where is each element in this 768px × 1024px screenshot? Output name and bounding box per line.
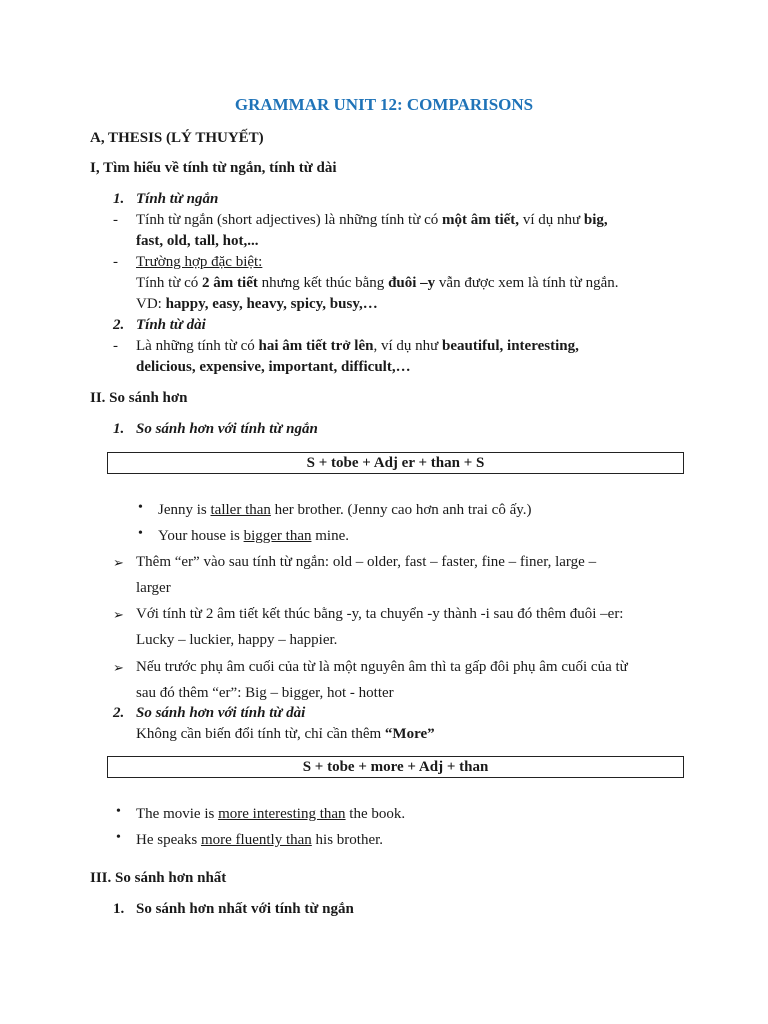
section-i-heading: I, Tìm hiểu về tính từ ngắn, tính từ dài bbox=[90, 160, 337, 176]
text: Jenny is bbox=[158, 502, 211, 518]
text: Là những tính từ có bbox=[136, 338, 259, 354]
item-1-number: 1. bbox=[113, 191, 125, 207]
underlined-text: bigger than bbox=[243, 528, 312, 544]
page-title: GRAMMAR UNIT 12: COMPARISONS bbox=[234, 95, 534, 114]
item-1-label: Tính từ ngắn bbox=[136, 191, 219, 207]
dash-marker: - bbox=[113, 212, 118, 228]
comp-2-label: So sánh hơn với tính từ dài bbox=[136, 705, 306, 721]
arrow-bullet-icon: ➢ bbox=[113, 660, 124, 675]
dash-marker: - bbox=[113, 338, 118, 354]
special-case-text bbox=[136, 273, 619, 294]
formula-box-short: S + tobe + Adj er + than + S bbox=[107, 452, 684, 474]
short-adj-examples: fast, old, tall, hot,... bbox=[136, 233, 259, 249]
bold-text: đuôi –y bbox=[388, 275, 436, 291]
underlined-text: more interesting than bbox=[218, 806, 346, 822]
bullet-marker: • bbox=[138, 526, 143, 541]
example-jenny bbox=[158, 500, 532, 521]
item-2-number: 2. bbox=[113, 317, 125, 333]
dash-marker: - bbox=[113, 254, 118, 270]
rule-2-line-1: Với tính từ 2 âm tiết kết thúc bằng -y, ta chuyển -y thành -i sau đó thêm đuôi –er: bbox=[136, 606, 624, 622]
text: The movie is bbox=[136, 806, 219, 822]
section-ii-heading: II. So sánh hơn bbox=[90, 390, 188, 406]
comp-2-number: 2. bbox=[113, 705, 125, 721]
bold-text: “More” bbox=[384, 726, 435, 742]
section-iii-heading: III. So sánh hơn nhất bbox=[90, 870, 227, 886]
text: VD: bbox=[136, 296, 166, 312]
short-adj-definition bbox=[136, 210, 608, 231]
bullet-marker: • bbox=[116, 830, 121, 845]
underlined-text: more fluently than bbox=[200, 832, 312, 848]
special-case-label: Trường hợp đặc biệt: bbox=[136, 254, 263, 270]
text: mine. bbox=[311, 528, 349, 544]
bold-text: beautiful, interesting, bbox=[442, 338, 579, 354]
sup-1-number: 1. bbox=[113, 901, 125, 917]
comp-1-label: So sánh hơn với tính từ ngắn bbox=[136, 421, 318, 437]
text: her brother. (Jenny cao hơn anh trai cô ấy.) bbox=[270, 502, 532, 518]
text: Không cần biến đổi tính từ, chỉ cần thêm bbox=[136, 726, 385, 742]
text: Your house is bbox=[158, 528, 244, 544]
item-2-label: Tính từ dài bbox=[136, 317, 206, 333]
example-house bbox=[158, 526, 349, 547]
bold-text: hai âm tiết trở lên bbox=[258, 338, 374, 354]
bold-text: big, bbox=[583, 212, 608, 228]
text: ví dụ như bbox=[519, 212, 584, 228]
bullet-marker: • bbox=[116, 804, 121, 819]
rule-3-line-2: sau đó thêm “er”: Big – bigger, hot - hotter bbox=[136, 685, 394, 701]
bold-text: happy, easy, heavy, spicy, busy,… bbox=[165, 296, 378, 312]
text: Tính từ có bbox=[136, 275, 203, 291]
special-case-examples bbox=[136, 294, 378, 315]
section-a-heading: A, THESIS (LÝ THUYẾT) bbox=[90, 130, 264, 146]
arrow-bullet-icon: ➢ bbox=[113, 607, 124, 622]
comp-2-note bbox=[136, 724, 435, 745]
text: vẫn được xem là tính từ ngắn. bbox=[435, 275, 619, 291]
formula-box-long: S + tobe + more + Adj + than bbox=[107, 756, 684, 778]
long-adj-examples: delicious, expensive, important, difficult,… bbox=[136, 359, 411, 375]
underlined-text: taller than bbox=[210, 502, 271, 518]
text: Tính từ ngắn (short adjectives) là những tính từ có bbox=[136, 212, 442, 228]
bold-text: 2 âm tiết bbox=[202, 275, 258, 291]
sup-1-label: So sánh hơn nhất với tính từ ngắn bbox=[136, 901, 354, 917]
rule-1-line-2: larger bbox=[136, 580, 171, 596]
long-adj-definition bbox=[136, 336, 579, 357]
rule-1-line-1: Thêm “er” vào sau tính từ ngắn: old – older, fast – faster, fine – finer, large – bbox=[136, 554, 597, 570]
text: nhưng kết thúc bằng bbox=[257, 275, 389, 291]
comp-1-number: 1. bbox=[113, 421, 125, 437]
rule-2-line-2: Lucky – luckier, happy – happier. bbox=[136, 632, 338, 648]
arrow-bullet-icon: ➢ bbox=[113, 555, 124, 570]
text: He speaks bbox=[136, 832, 201, 848]
example-speaks bbox=[136, 830, 383, 851]
text: , ví dụ như bbox=[373, 338, 443, 354]
text: the book. bbox=[345, 806, 406, 822]
bold-text: một âm tiết, bbox=[442, 212, 520, 228]
bullet-marker: • bbox=[138, 500, 143, 515]
example-movie bbox=[136, 804, 405, 825]
text: his brother. bbox=[311, 832, 384, 848]
rule-3-line-1: Nếu trước phụ âm cuối của từ là một nguyên âm thì ta gấp đôi phụ âm cuối của từ bbox=[136, 659, 628, 675]
